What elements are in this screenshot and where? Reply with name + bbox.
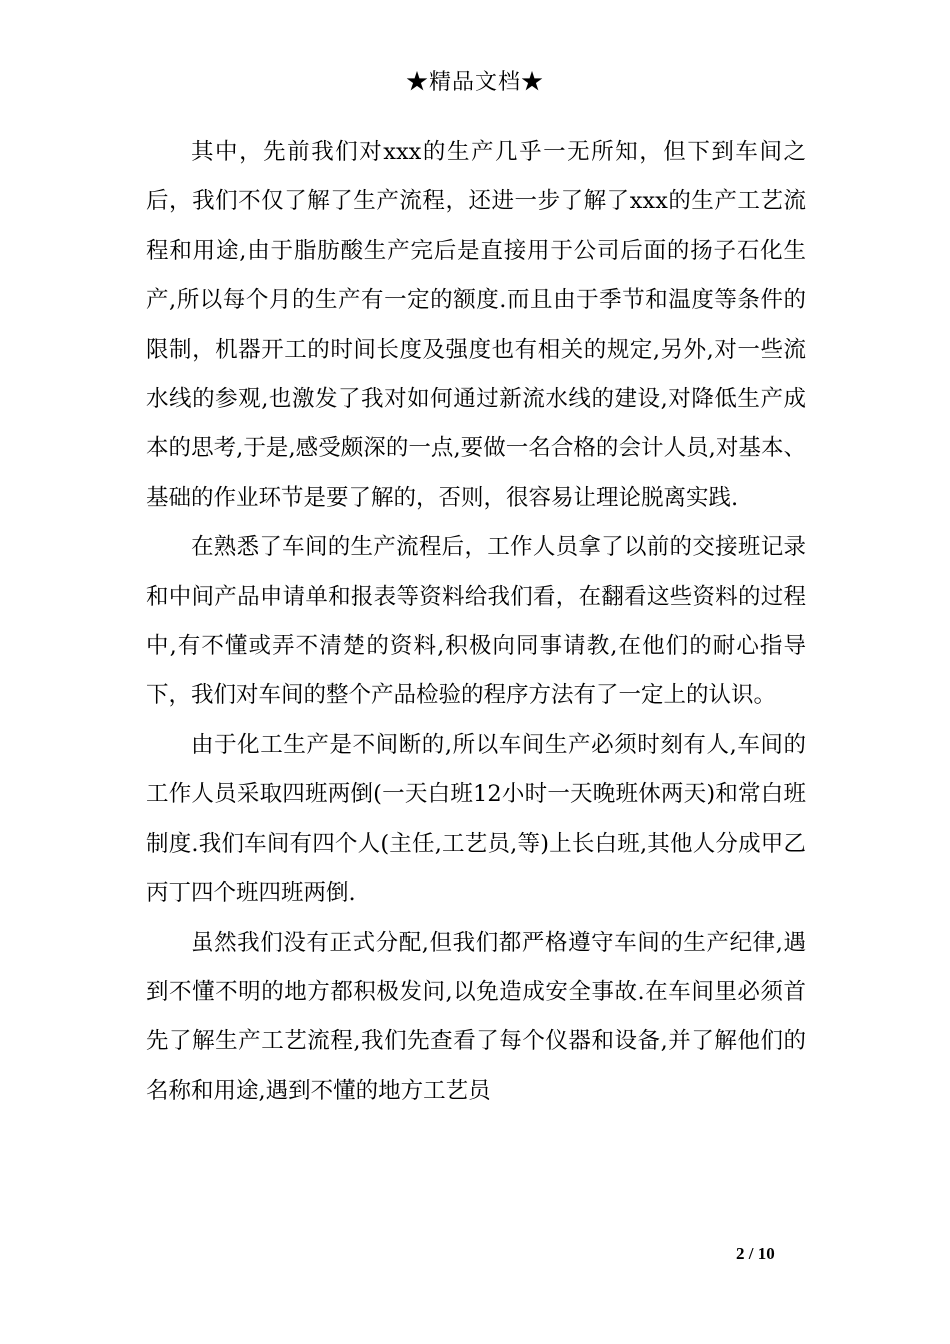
document-body [146, 128, 806, 1116]
paragraph-4: 虽然我们没有正式分配,但我们都严格遵守车间的生产纪律,遇到不懂不明的地方都积极发问,以免造成安全事故.在车间里必须首先了解生产工艺流程,我们先查看了每个仪器和设备,并了解他们的名称和用途,遇到不懂的地方工艺员 [146, 929, 806, 1104]
paragraph-1: 其中，先前我们对xxx的生产几乎一无所知，但下到车间之后，我们不仅了解了生产流程，还进一步了解了xxx的生产工艺流程和用途,由于脂肪酸生产完后是直接用于公司后面的扬子石化生产,所以每个月的生产有一定的额度.而且由于季节和温度等条件的限制，机器开工的时间长度及强度也有相关的规定,另外,对一些流水线的参观,也激发了我对如何通过新流水线的建设,对降低生产成本的思考,于是,感受颇深的一点,要做一名合格的会计人员,对基本、基础的作业环节是要了解的，否则，很容易让理论脱离实践. [146, 139, 806, 511]
document-header-title: ★精品文档★ [405, 70, 544, 95]
paragraph-3: 由于化工生产是不间断的,所以车间生产必须时刻有人,车间的工作人员采取四班两倒(一天白班12小时一天晚班休两天)和常白班制度.我们车间有四个人(主任,工艺员,等)上长白班,其他人分成甲乙丙丁四个班四班两倒. [146, 731, 806, 907]
paragraph-2: 在熟悉了车间的生产流程后，工作人员拿了以前的交接班记录和中间产品申请单和报表等资料给我们看，在翻看这些资料的过程中,有不懂或弄不清楚的资料,积极向同事请教,在他们的耐心指导下，我们对车间的整个产品检验的程序方法有了一定上的认识。 [146, 534, 806, 709]
page-number: 2 / 10 [736, 1244, 775, 1263]
